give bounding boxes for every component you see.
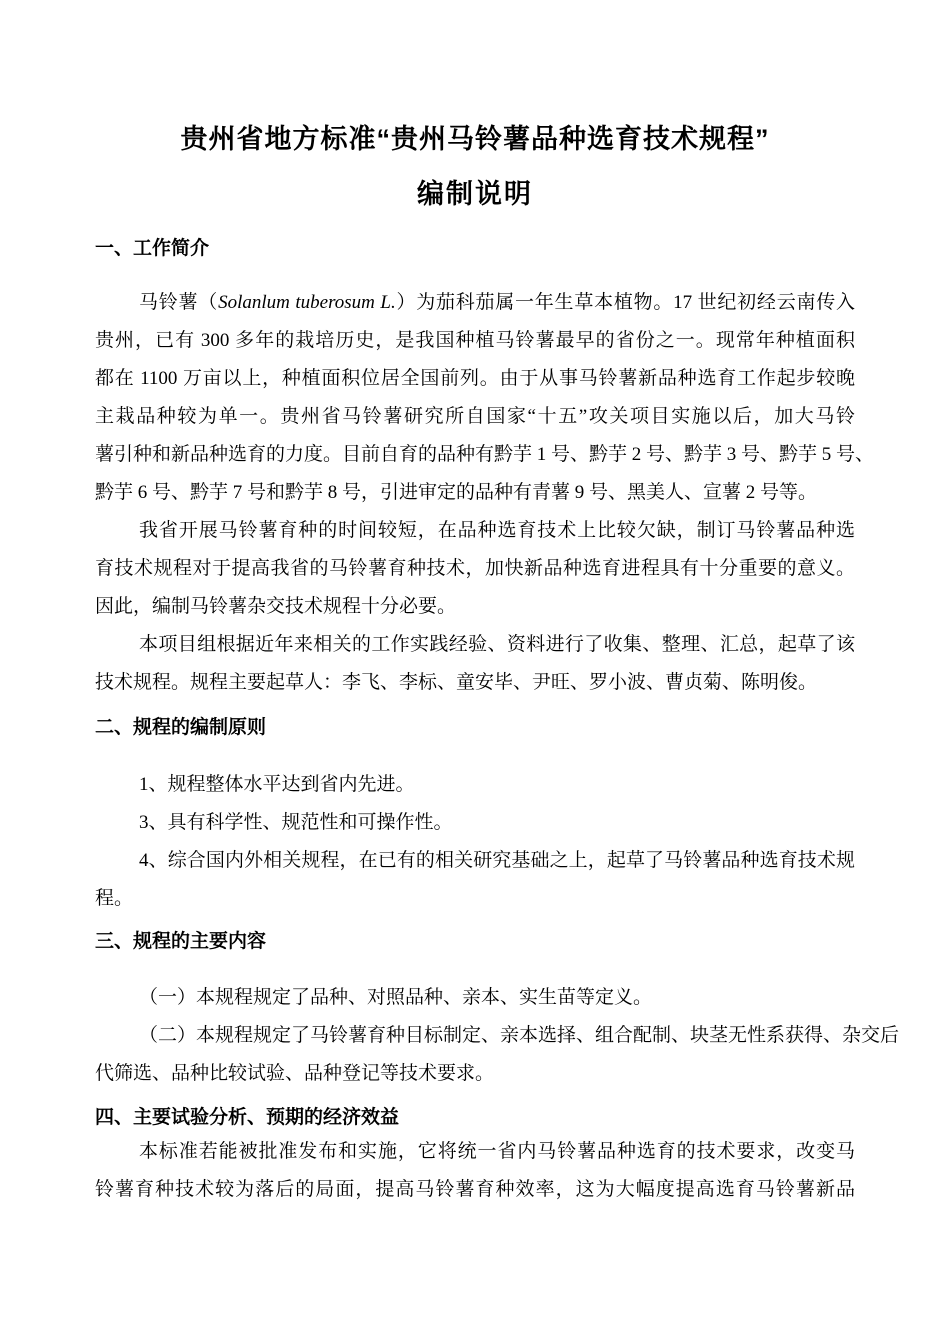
text-line xyxy=(95,284,855,322)
doc-title: 贵州省地方标准“贵州马铃薯品种选育技术规程” xyxy=(180,124,770,154)
section-1-heading: 一、工作简介 xyxy=(95,238,210,259)
species-latin-italic: Solanlum tuberosum L. xyxy=(218,292,396,313)
doc-subtitle: 编制说明 xyxy=(417,179,533,209)
section-4-body xyxy=(95,1133,855,1209)
text-line: 技术规程。规程主要起草人：李飞、李标、童安毕、尹旺、罗小波、曹贞菊、陈明俊。 xyxy=(95,672,818,693)
section-2-heading: 二、规程的编制原则 xyxy=(95,717,267,738)
section-3-body xyxy=(95,979,900,1093)
text-line: 本标准若能被批准发布和实施，它将统一省内马铃薯品种选育的技术要求，改变马 xyxy=(139,1141,855,1162)
text-line: 贵州，已有 300 多年的栽培历史，是我国种植马铃薯最早的省份之一。现常年种植面积 xyxy=(95,330,855,351)
text-line: 薯引种和新品种选育的力度。目前自育的品种有黔芋 1 号、黔芋 2 号、黔芋 3 号、黔芋 5 号、 xyxy=(95,444,875,465)
text-line: 因此，编制马铃薯杂交技术规程十分必要。 xyxy=(95,596,457,617)
text-line: 本项目组根据近年来相关的工作实践经验、资料进行了收集、整理、汇总，起草了该 xyxy=(139,634,855,655)
section-2-body xyxy=(95,766,855,918)
text-line: 我省开展马铃薯育种的时间较短，在品种选育技术上比较欠缺，制订马铃薯品种选 xyxy=(139,520,855,541)
text-line: 黔芋 6 号、黔芋 7 号和黔芋 8 号，引进审定的品种有青薯 9 号、黑美人、宣薯 2 号等。 xyxy=(95,482,818,503)
text-line: 4、综合国内外相关规程，在已有的相关研究基础之上，起草了马铃薯品种选育技术规 xyxy=(139,850,855,871)
text-line: 1、规程整体水平达到省内先进。 xyxy=(139,774,415,795)
document-content xyxy=(0,120,950,1209)
section-3-heading: 三、规程的主要内容 xyxy=(95,931,267,952)
text-line: 育技术规程对于提高我省的马铃薯育种技术，加快新品种选育进程具有十分重要的意义。 xyxy=(95,558,855,579)
text-line: 都在 1100 万亩以上，种植面积位居全国前列。由于从事马铃薯新品种选育工作起步较晚 xyxy=(95,368,855,389)
text-line-post: ）为茄科茄属一年生草本植物。17 世纪初经云南传入 xyxy=(395,292,855,313)
section-1-body xyxy=(95,284,875,702)
text-line-pre: 马铃薯（ xyxy=(139,292,219,313)
text-line: 铃薯育种技术较为落后的局面，提高马铃薯育种效率，这为大幅度提高选育马铃薯新品 xyxy=(95,1179,855,1200)
section-4-heading: 四、主要试验分析、预期的经济效益 xyxy=(95,1107,400,1128)
text-line: 程。 xyxy=(95,888,134,909)
text-line: 3、具有科学性、规范性和可操作性。 xyxy=(139,812,453,833)
text-line: （一）本规程规定了品种、对照品种、亲本、实生苗等定义。 xyxy=(139,987,653,1008)
text-line: 主栽品种较为单一。贵州省马铃薯研究所自国家“十五”攻关项目实施以后，加大马铃 xyxy=(95,406,855,427)
text-line: （二）本规程规定了马铃薯育种目标制定、亲本选择、组合配制、块茎无性系获得、杂交后 xyxy=(139,1025,900,1046)
text-line: 代筛选、品种比较试验、品种登记等技术要求。 xyxy=(95,1063,495,1084)
